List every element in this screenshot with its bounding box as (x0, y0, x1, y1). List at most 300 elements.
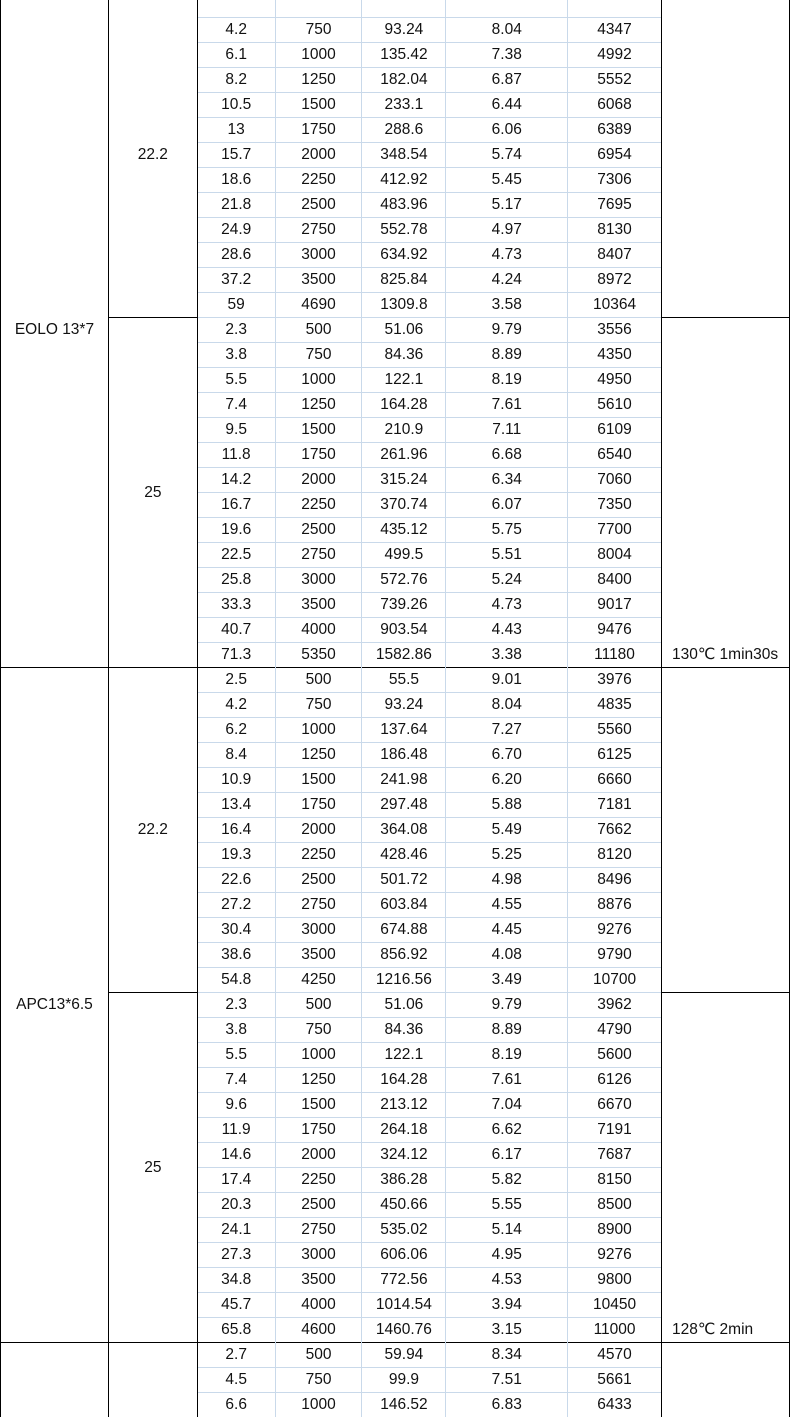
temperature-cell (661, 793, 789, 818)
efficiency-cell: 6.07 (446, 493, 568, 518)
current-cell: 6.6 (197, 1393, 275, 1417)
temperature-cell (661, 43, 789, 68)
efficiency-cell: 7.27 (446, 718, 568, 743)
rpm-cell: 6660 (568, 768, 662, 793)
current-cell: 45.7 (197, 1293, 275, 1318)
rpm-cell: 9800 (568, 1268, 662, 1293)
rpm-cell: 5610 (568, 393, 662, 418)
efficiency-cell: 3.38 (446, 643, 568, 668)
table-row (1, 0, 790, 18)
current-cell: 5.5 (197, 1043, 275, 1068)
temperature-cell (661, 1193, 789, 1218)
throttle-cell: 750 (275, 343, 362, 368)
throttle-cell: 2250 (275, 843, 362, 868)
current-cell: 38.6 (197, 943, 275, 968)
current-cell: 16.4 (197, 818, 275, 843)
rpm-cell: 8150 (568, 1168, 662, 1193)
temperature-cell (661, 543, 789, 568)
power-cell: 825.84 (362, 268, 446, 293)
power-cell: 186.48 (362, 743, 446, 768)
current-cell: 54.8 (197, 968, 275, 993)
power-cell: 552.78 (362, 218, 446, 243)
temperature-cell (661, 693, 789, 718)
power-cell: 288.6 (362, 118, 446, 143)
rpm-cell: 9017 (568, 593, 662, 618)
voltage-cell: 22.2 (108, 0, 197, 318)
voltage-cell: 25 (108, 318, 197, 668)
temperature-cell (661, 868, 789, 893)
efficiency-cell: 6.20 (446, 768, 568, 793)
table-row (1, 993, 790, 1018)
power-cell: 146.52 (362, 1393, 446, 1417)
temperature-cell (661, 168, 789, 193)
temperature-cell (661, 218, 789, 243)
power-cell: 772.56 (362, 1268, 446, 1293)
current-cell: 2.3 (197, 993, 275, 1018)
power-cell: 856.92 (362, 943, 446, 968)
current-cell: 2.7 (197, 1343, 275, 1368)
throttle-cell: 3500 (275, 593, 362, 618)
power-cell: 903.54 (362, 618, 446, 643)
efficiency-cell: 4.55 (446, 893, 568, 918)
throttle-cell: 3000 (275, 918, 362, 943)
rpm-cell: 5560 (568, 718, 662, 743)
current-cell: 22.5 (197, 543, 275, 568)
power-cell: 233.1 (362, 93, 446, 118)
current-cell: 11.9 (197, 1118, 275, 1143)
throttle-cell: 1750 (275, 793, 362, 818)
rpm-cell: 10450 (568, 1293, 662, 1318)
efficiency-cell: 5.55 (446, 1193, 568, 1218)
current-cell: 7.4 (197, 1068, 275, 1093)
temperature-cell (661, 1343, 789, 1368)
current-cell: 71.3 (197, 643, 275, 668)
rpm-cell: 6109 (568, 418, 662, 443)
rpm-cell: 4992 (568, 43, 662, 68)
throttle-cell: 5350 (275, 643, 362, 668)
throttle-cell: 3000 (275, 568, 362, 593)
efficiency-cell: 7.61 (446, 1068, 568, 1093)
throttle-cell: 1500 (275, 418, 362, 443)
efficiency-cell: 4.53 (446, 1268, 568, 1293)
current-cell: 6.2 (197, 718, 275, 743)
efficiency-cell: 3.58 (446, 293, 568, 318)
rpm-cell: 3556 (568, 318, 662, 343)
temperature-cell (661, 1368, 789, 1393)
rpm-cell: 7191 (568, 1118, 662, 1143)
power-cell: 135.42 (362, 43, 446, 68)
power-cell: 324.12 (362, 1143, 446, 1168)
propeller-cell: APC13*6.5 (1, 668, 109, 1343)
temperature-cell (661, 843, 789, 868)
power-cell: 412.92 (362, 168, 446, 193)
power-cell: 51.06 (362, 318, 446, 343)
efficiency-cell: 4.43 (446, 618, 568, 643)
efficiency-cell: 6.68 (446, 443, 568, 468)
efficiency-cell: 5.49 (446, 818, 568, 843)
throttle-cell: 1250 (275, 68, 362, 93)
throttle-cell: 4000 (275, 618, 362, 643)
rpm-cell: 4835 (568, 693, 662, 718)
table-row (1, 1343, 790, 1368)
rpm-cell: 7306 (568, 168, 662, 193)
efficiency-cell: 5.25 (446, 843, 568, 868)
rpm-cell: 11180 (568, 643, 662, 668)
voltage-cell (108, 1343, 197, 1417)
current-cell: 17.4 (197, 1168, 275, 1193)
rpm-cell: 7662 (568, 818, 662, 843)
throttle-cell: 500 (275, 1343, 362, 1368)
current-cell: 24.9 (197, 218, 275, 243)
efficiency-cell: 4.73 (446, 243, 568, 268)
temperature-cell (661, 1393, 789, 1417)
throttle-cell: 4600 (275, 1318, 362, 1343)
temperature-cell (661, 743, 789, 768)
temperature-cell (661, 1243, 789, 1268)
current-cell: 6.1 (197, 43, 275, 68)
throttle-cell: 3500 (275, 268, 362, 293)
current-cell: 11.8 (197, 443, 275, 468)
rpm-cell: 5552 (568, 68, 662, 93)
throttle-cell: 1500 (275, 768, 362, 793)
power-cell: 572.76 (362, 568, 446, 593)
temperature-cell (661, 993, 789, 1018)
throttle-cell: 2500 (275, 193, 362, 218)
rpm-cell: 8900 (568, 1218, 662, 1243)
power-cell: 674.88 (362, 918, 446, 943)
rpm-cell (568, 0, 662, 18)
temperature-cell (661, 493, 789, 518)
current-cell: 34.8 (197, 1268, 275, 1293)
throttle-cell: 2250 (275, 1168, 362, 1193)
temperature-cell (661, 518, 789, 543)
current-cell: 4.5 (197, 1368, 275, 1393)
temperature-cell (661, 143, 789, 168)
current-cell: 28.6 (197, 243, 275, 268)
power-cell: 164.28 (362, 1068, 446, 1093)
throttle-cell: 1000 (275, 1393, 362, 1417)
propeller-cell: EOLO 13*7 (1, 0, 109, 668)
current-cell: 37.2 (197, 268, 275, 293)
current-cell: 15.7 (197, 143, 275, 168)
power-cell: 348.54 (362, 143, 446, 168)
power-cell: 428.46 (362, 843, 446, 868)
throttle-cell: 500 (275, 993, 362, 1018)
temperature-cell (661, 1168, 789, 1193)
power-cell: 1014.54 (362, 1293, 446, 1318)
power-cell: 241.98 (362, 768, 446, 793)
throttle-cell: 500 (275, 318, 362, 343)
rpm-cell: 9476 (568, 618, 662, 643)
efficiency-cell: 6.83 (446, 1393, 568, 1417)
efficiency-cell: 7.38 (446, 43, 568, 68)
rpm-cell: 5600 (568, 1043, 662, 1068)
throttle-cell: 2000 (275, 468, 362, 493)
throttle-cell: 1500 (275, 1093, 362, 1118)
current-cell: 4.2 (197, 18, 275, 43)
throttle-cell: 3000 (275, 243, 362, 268)
rpm-cell: 8496 (568, 868, 662, 893)
efficiency-cell: 3.49 (446, 968, 568, 993)
efficiency-cell: 4.08 (446, 943, 568, 968)
rpm-cell: 8407 (568, 243, 662, 268)
current-cell: 3.8 (197, 343, 275, 368)
temperature-cell (661, 343, 789, 368)
efficiency-cell: 8.04 (446, 18, 568, 43)
current-cell: 30.4 (197, 918, 275, 943)
throttle-cell: 4000 (275, 1293, 362, 1318)
temperature-cell: 130℃ 1min30s (661, 643, 789, 668)
efficiency-cell: 4.45 (446, 918, 568, 943)
efficiency-cell: 9.79 (446, 993, 568, 1018)
throttle-cell: 2000 (275, 1143, 362, 1168)
efficiency-cell: 4.97 (446, 218, 568, 243)
temperature-cell (661, 0, 789, 18)
rpm-cell: 10364 (568, 293, 662, 318)
power-cell: 297.48 (362, 793, 446, 818)
throttle-cell: 2500 (275, 868, 362, 893)
temperature-cell (661, 443, 789, 468)
power-cell: 164.28 (362, 393, 446, 418)
current-cell: 65.8 (197, 1318, 275, 1343)
efficiency-cell: 7.51 (446, 1368, 568, 1393)
rpm-cell: 7700 (568, 518, 662, 543)
throttle-cell: 2750 (275, 893, 362, 918)
throttle-cell: 2250 (275, 493, 362, 518)
power-cell: 51.06 (362, 993, 446, 1018)
throttle-cell: 3000 (275, 1243, 362, 1268)
power-cell: 370.74 (362, 493, 446, 518)
throttle-cell: 750 (275, 1018, 362, 1043)
current-cell: 18.6 (197, 168, 275, 193)
rpm-cell: 6954 (568, 143, 662, 168)
current-cell: 27.2 (197, 893, 275, 918)
throttle-cell: 2000 (275, 143, 362, 168)
current-cell: 21.8 (197, 193, 275, 218)
power-cell: 386.28 (362, 1168, 446, 1193)
throttle-cell: 2750 (275, 218, 362, 243)
rpm-cell: 4950 (568, 368, 662, 393)
current-cell: 13.4 (197, 793, 275, 818)
current-cell: 33.3 (197, 593, 275, 618)
power-cell: 1582.86 (362, 643, 446, 668)
efficiency-cell: 8.04 (446, 693, 568, 718)
temperature-cell (661, 1143, 789, 1168)
temperature-cell (661, 243, 789, 268)
efficiency-cell: 5.51 (446, 543, 568, 568)
efficiency-cell: 5.45 (446, 168, 568, 193)
rpm-cell: 7695 (568, 193, 662, 218)
throttle-cell: 750 (275, 18, 362, 43)
current-cell: 2.3 (197, 318, 275, 343)
rpm-cell: 7060 (568, 468, 662, 493)
rpm-cell: 6125 (568, 743, 662, 768)
efficiency-cell: 4.24 (446, 268, 568, 293)
power-cell: 182.04 (362, 68, 446, 93)
temperature-cell (661, 618, 789, 643)
throttle-cell: 2000 (275, 818, 362, 843)
current-cell: 40.7 (197, 618, 275, 643)
efficiency-cell: 5.24 (446, 568, 568, 593)
throttle-cell: 4250 (275, 968, 362, 993)
temperature-cell (661, 468, 789, 493)
efficiency-cell: 7.04 (446, 1093, 568, 1118)
current-cell: 14.2 (197, 468, 275, 493)
power-cell: 315.24 (362, 468, 446, 493)
power-cell: 1460.76 (362, 1318, 446, 1343)
temperature-cell (661, 193, 789, 218)
rpm-cell: 7350 (568, 493, 662, 518)
throttle-cell: 750 (275, 693, 362, 718)
rpm-cell: 7687 (568, 1143, 662, 1168)
efficiency-cell: 3.94 (446, 1293, 568, 1318)
throttle-cell: 750 (275, 1368, 362, 1393)
current-cell: 19.3 (197, 843, 275, 868)
efficiency-cell: 9.79 (446, 318, 568, 343)
throttle-cell: 1500 (275, 93, 362, 118)
throttle-cell: 3500 (275, 943, 362, 968)
throttle-cell: 1250 (275, 1068, 362, 1093)
rpm-cell: 3962 (568, 993, 662, 1018)
rpm-cell: 8120 (568, 843, 662, 868)
current-cell: 10.5 (197, 93, 275, 118)
power-cell: 261.96 (362, 443, 446, 468)
current-cell: 5.5 (197, 368, 275, 393)
temperature-cell (661, 1293, 789, 1318)
temperature-cell (661, 118, 789, 143)
current-cell: 10.9 (197, 768, 275, 793)
rpm-cell: 11000 (568, 1318, 662, 1343)
rpm-cell: 9790 (568, 943, 662, 968)
throttle-cell: 2750 (275, 1218, 362, 1243)
efficiency-cell: 3.15 (446, 1318, 568, 1343)
power-cell: 535.02 (362, 1218, 446, 1243)
voltage-cell: 22.2 (108, 668, 197, 993)
power-cell: 59.94 (362, 1343, 446, 1368)
temperature-cell (661, 68, 789, 93)
power-cell: 55.5 (362, 668, 446, 693)
power-cell: 501.72 (362, 868, 446, 893)
rpm-cell: 4570 (568, 1343, 662, 1368)
rpm-cell: 7181 (568, 793, 662, 818)
efficiency-cell: 4.73 (446, 593, 568, 618)
efficiency-cell: 7.11 (446, 418, 568, 443)
power-cell: 122.1 (362, 368, 446, 393)
throttle-cell: 2500 (275, 1193, 362, 1218)
throttle-cell: 1750 (275, 118, 362, 143)
efficiency-cell: 6.06 (446, 118, 568, 143)
power-cell: 739.26 (362, 593, 446, 618)
table-row (1, 668, 790, 693)
current-cell: 3.8 (197, 1018, 275, 1043)
temperature-cell (661, 93, 789, 118)
efficiency-cell: 8.19 (446, 1043, 568, 1068)
current-cell: 14.6 (197, 1143, 275, 1168)
rpm-cell: 6126 (568, 1068, 662, 1093)
rpm-cell: 8400 (568, 568, 662, 593)
efficiency-cell: 6.34 (446, 468, 568, 493)
power-cell: 210.9 (362, 418, 446, 443)
rpm-cell: 8500 (568, 1193, 662, 1218)
throttle-cell: 1250 (275, 393, 362, 418)
temperature-cell (661, 293, 789, 318)
temperature-cell (661, 593, 789, 618)
efficiency-cell: 5.75 (446, 518, 568, 543)
efficiency-cell (446, 0, 568, 18)
throttle-cell: 1000 (275, 718, 362, 743)
temperature-cell (661, 393, 789, 418)
rpm-cell: 4347 (568, 18, 662, 43)
power-cell: 483.96 (362, 193, 446, 218)
temperature-cell (661, 918, 789, 943)
propeller-cell (1, 1343, 109, 1417)
power-cell: 84.36 (362, 1018, 446, 1043)
efficiency-cell: 5.17 (446, 193, 568, 218)
temperature-cell (661, 943, 789, 968)
current-cell: 16.7 (197, 493, 275, 518)
temperature-cell (661, 1018, 789, 1043)
rpm-cell: 6068 (568, 93, 662, 118)
power-cell: 93.24 (362, 18, 446, 43)
temperature-cell (661, 968, 789, 993)
efficiency-cell: 6.87 (446, 68, 568, 93)
power-cell: 603.84 (362, 893, 446, 918)
power-cell: 450.66 (362, 1193, 446, 1218)
efficiency-cell: 7.61 (446, 393, 568, 418)
rpm-cell: 4350 (568, 343, 662, 368)
current-cell: 20.3 (197, 1193, 275, 1218)
rpm-cell: 8130 (568, 218, 662, 243)
temperature-cell (661, 1218, 789, 1243)
current-cell: 7.4 (197, 393, 275, 418)
temperature-cell (661, 268, 789, 293)
rpm-cell: 8972 (568, 268, 662, 293)
efficiency-cell: 5.88 (446, 793, 568, 818)
efficiency-cell: 9.01 (446, 668, 568, 693)
efficiency-cell: 8.89 (446, 343, 568, 368)
temperature-cell (661, 1068, 789, 1093)
efficiency-cell: 4.95 (446, 1243, 568, 1268)
temperature-cell (661, 668, 789, 693)
current-cell: 13 (197, 118, 275, 143)
temperature-cell (661, 368, 789, 393)
temperature-cell (661, 18, 789, 43)
rpm-cell: 10700 (568, 968, 662, 993)
power-cell: 93.24 (362, 693, 446, 718)
efficiency-cell: 6.70 (446, 743, 568, 768)
power-cell: 499.5 (362, 543, 446, 568)
temperature-cell (661, 318, 789, 343)
power-cell: 137.64 (362, 718, 446, 743)
rpm-cell: 5661 (568, 1368, 662, 1393)
power-cell: 99.9 (362, 1368, 446, 1393)
current-cell: 8.4 (197, 743, 275, 768)
throttle-cell: 1000 (275, 43, 362, 68)
power-cell: 213.12 (362, 1093, 446, 1118)
rpm-cell: 9276 (568, 1243, 662, 1268)
power-cell: 264.18 (362, 1118, 446, 1143)
temperature-cell (661, 418, 789, 443)
rpm-cell: 6670 (568, 1093, 662, 1118)
current-cell: 2.5 (197, 668, 275, 693)
temperature-cell (661, 768, 789, 793)
power-cell (362, 0, 446, 18)
temperature-cell (661, 818, 789, 843)
power-cell: 1216.56 (362, 968, 446, 993)
power-cell: 606.06 (362, 1243, 446, 1268)
efficiency-cell: 8.19 (446, 368, 568, 393)
temperature-cell (661, 1093, 789, 1118)
